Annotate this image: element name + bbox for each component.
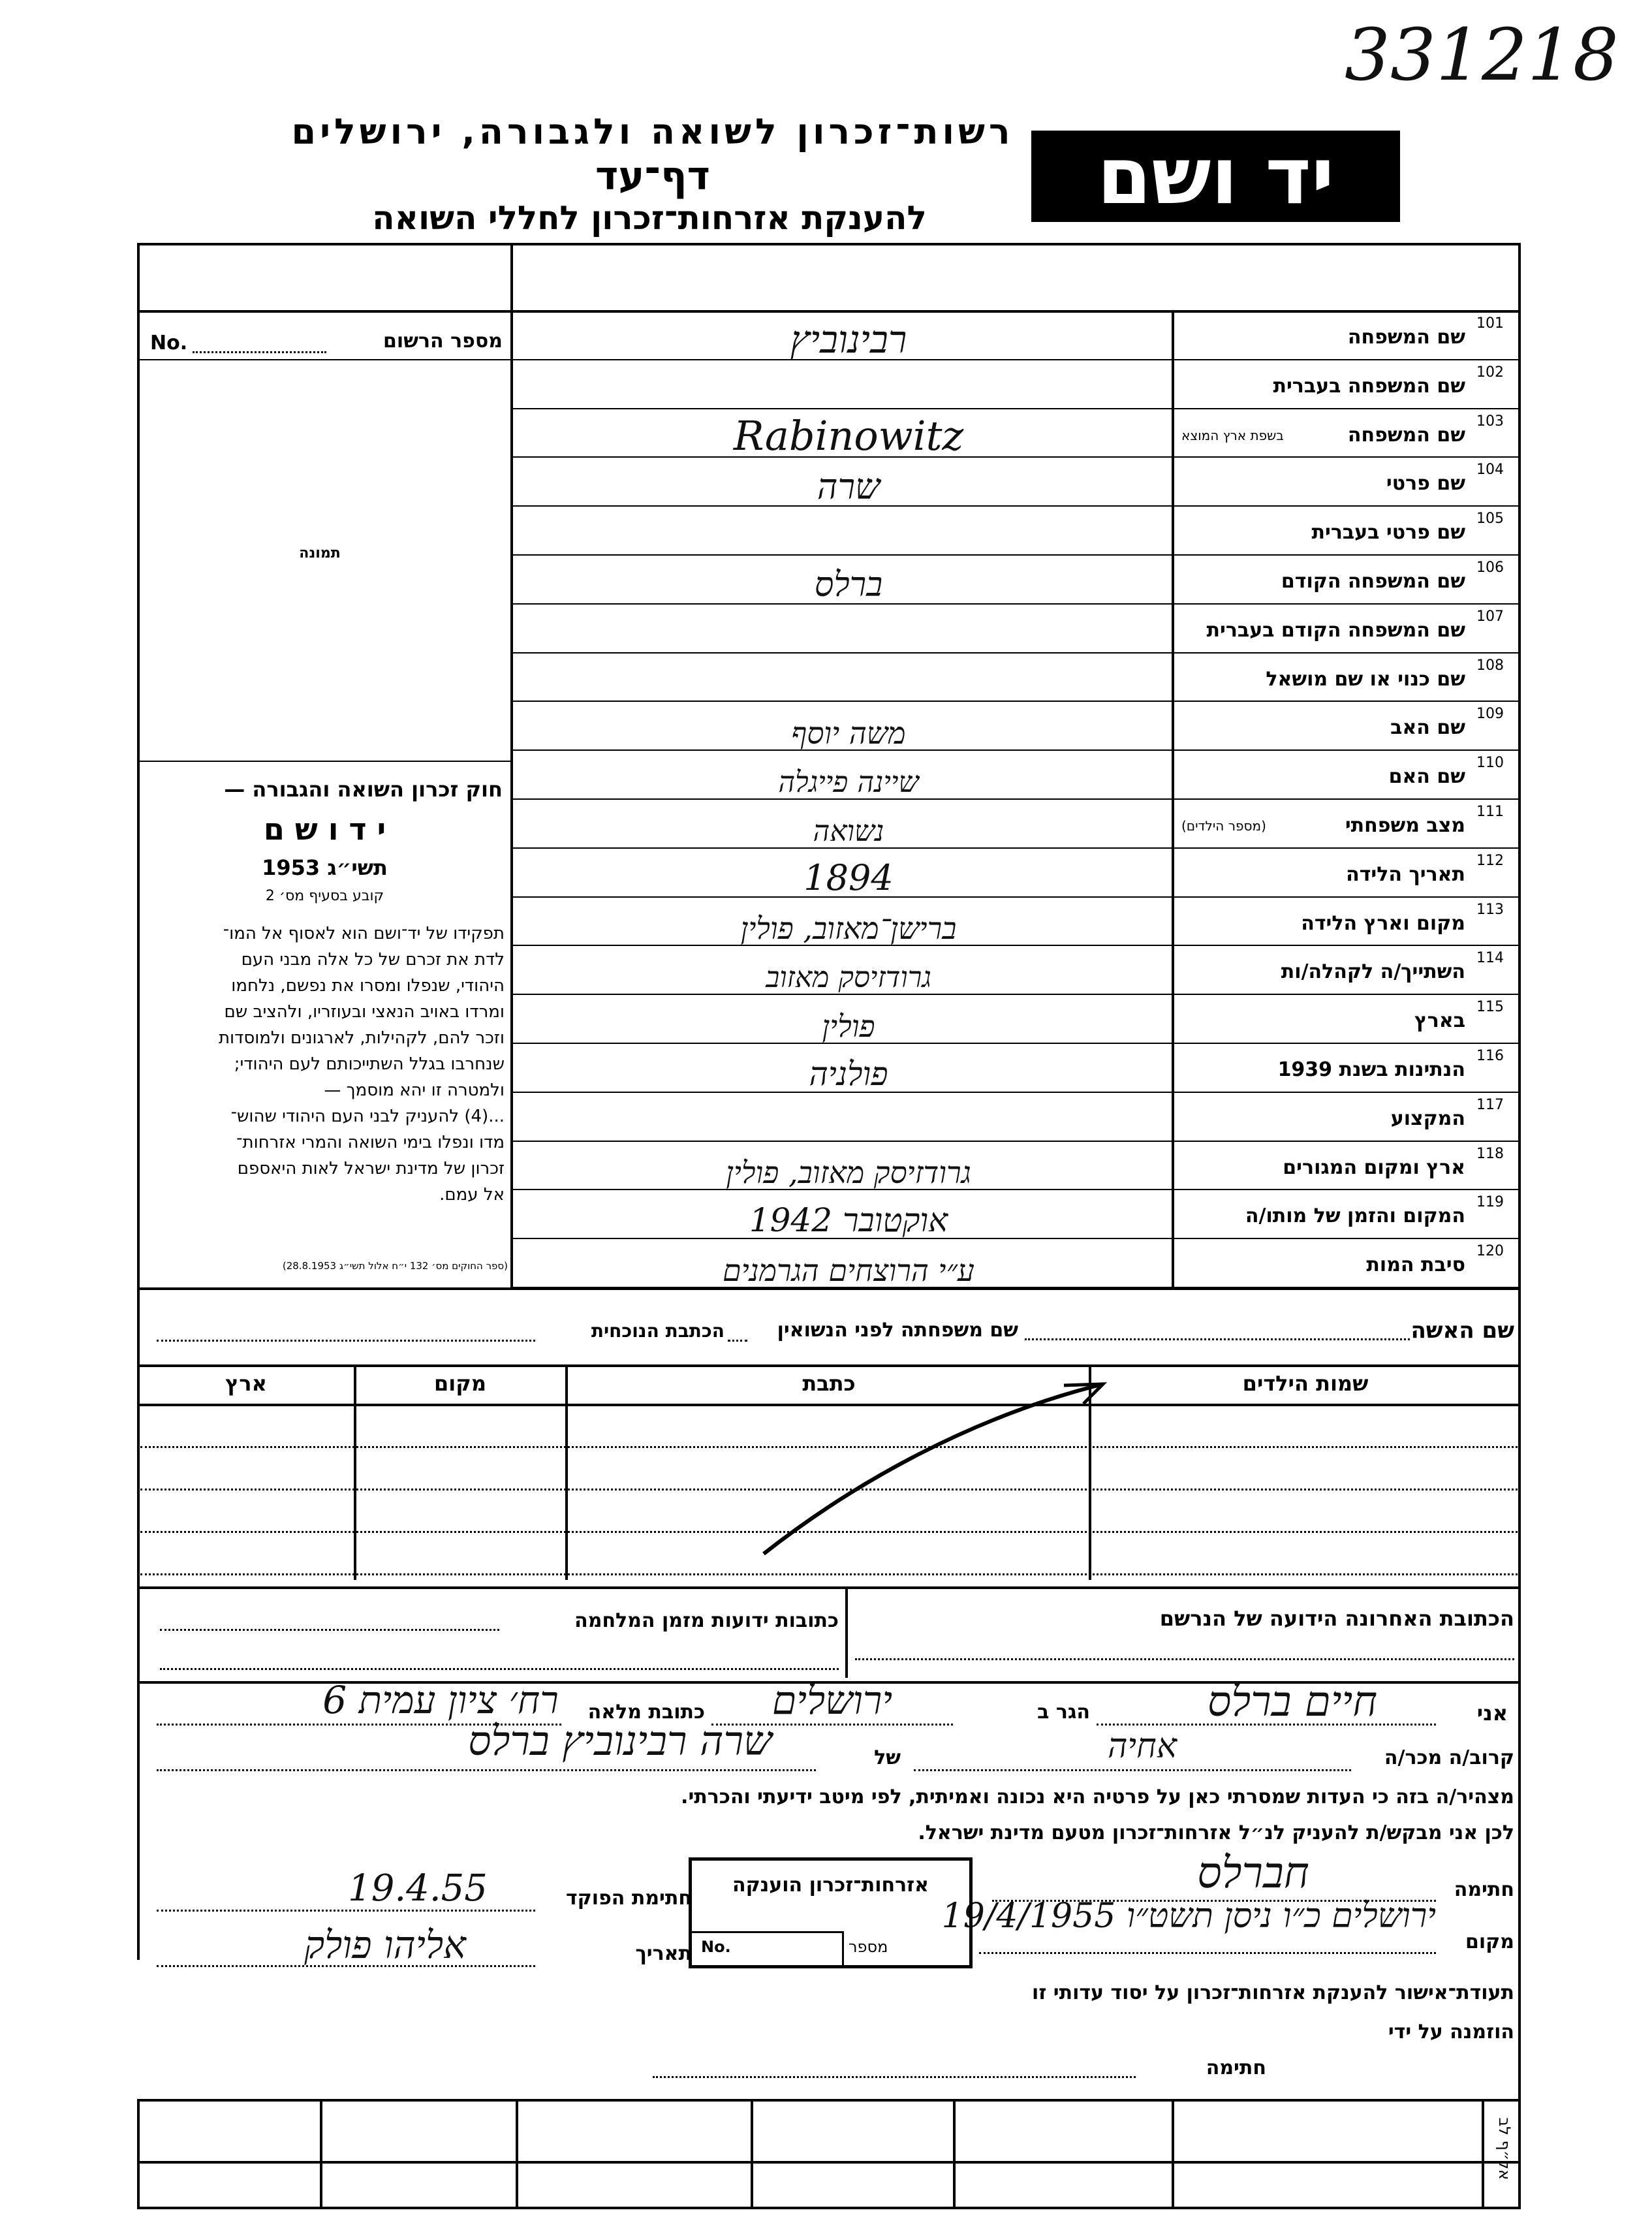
law-line: זכרון של מדינת ישראל לאות היאספם [237,1159,505,1178]
authority-title: רשות־זכרון לשואה ולגבורה, ירושלים [291,111,1014,152]
side-code: אל״ף לב [1495,2117,1514,2180]
field-number: 110 [1476,755,1504,771]
field-number: 103 [1476,413,1504,430]
field-number: 114 [1476,950,1504,966]
children-header-place: מקום [434,1371,486,1396]
field-value: גרודזיסק מאזוב [766,961,931,994]
field-number: 115 [1476,999,1504,1015]
law-line: תפקידו של יד־ושם הוא לאסוף אל המו־ [223,924,505,943]
field-label: שם המשפחה הקודם [1281,570,1465,593]
signature-label: חתימה [1454,1878,1514,1901]
law-line: לדת את זכרם של כל אלה מבני העם [241,950,505,969]
certificate-text: תעודת־אישור להענקת אזרחות־זכרון על יסוד עדותי זו [1032,1981,1514,2004]
field-label: המקצוע [1390,1107,1465,1130]
current-address-label: הכתבת הנוכחית [591,1320,725,1342]
archive-number: 331218 [1345,13,1619,97]
wife-label: שם האשה [1410,1317,1514,1344]
law-line: וזכר להם, לקהילות, לארגונים ולמוסדות [218,1028,505,1048]
field-row-divider [512,652,1520,654]
field-value: ברישן־מאזוב, פולין [740,911,957,946]
field-label: שם כנוי או שם מושאל [1266,668,1465,691]
field-number: 104 [1476,462,1504,478]
field-value: Rabinowitz [733,412,964,460]
field-label: השתייך/ה לקהלה/ות [1281,960,1465,983]
field-label: שם המשפחה בעברית [1273,375,1465,398]
law-line: ולמטרה זו יהא מוסמך — [324,1080,505,1100]
field-number: 102 [1476,364,1504,381]
children-header-address: כתבת [802,1371,856,1396]
field-label: תאריך הלידה [1346,863,1465,886]
strike-through-line [757,1371,1110,1567]
field-label: שם האב [1390,716,1465,739]
field-number: 109 [1476,706,1504,722]
full-address-value: רח׳ ציון עמית 6 [322,1678,559,1722]
residing-label: הגר ב [1037,1701,1090,1724]
field-value: פולניה [809,1055,888,1093]
field-value: פולין [822,1009,875,1044]
field-label: שם האם [1388,765,1465,788]
field-row-divider [512,1141,1520,1142]
statement-1: מצהיר/ה בזה כי העדות שמסרתי כאן על פרטיה היא נכונה ואמיתית, לפי מיטב ידיעתי והכרתי. [681,1786,1514,1808]
field-label: שם המשפחה [1347,326,1465,349]
field-number: 101 [1476,315,1504,332]
field-value: שרה [817,466,881,507]
law-title: חוק זכרון השואה והגבורה — [224,777,503,802]
of-value: שרה רבינוביץ ברלס [468,1717,772,1765]
field-value: רבינוביץ [790,317,907,362]
residing-value: ירושלים [771,1678,893,1724]
place-value: ירושלים כ״ו ניסן תשט״ו 19/4/1955 [941,1897,1436,1936]
stamp-number-label: מספר [849,1938,888,1956]
law-footnote: (ספר החוקים מס׳ 132 י״ח אלול תשי״ג 28.8.1953) [282,1260,508,1272]
officer-signature-label: חתימת הפוקד [566,1887,692,1910]
field-label: שם פרטי [1386,472,1465,495]
full-address-label: כתובת מלאה [587,1701,705,1724]
field-row-divider [512,554,1520,556]
declarant-name: חיים ברלס [1207,1678,1378,1726]
issued-by-label: הוזמנה על ידי [1388,2021,1514,2043]
law-line: מדו ונפלו בימי השואה והמרי אזרחות־ [236,1133,505,1152]
field-value: נשואה [813,815,884,848]
form-subtitle: להענקת אזרחות־זכרון לחללי השואה [372,199,927,237]
registry-no-label: No. [150,332,188,355]
field-row-divider [512,408,1520,409]
field-number: 112 [1476,853,1504,869]
field-number: 108 [1476,657,1504,674]
citizenship-stamp [689,1857,973,1968]
law-year: תשי״ג 1953 [262,855,388,880]
of-label: של [874,1746,901,1769]
registry-number-label: מספר הרשום [383,330,503,353]
law-line: אל עמם. [439,1185,505,1205]
wartime-address-label: כתובות ידועות מזמן המלחמה [574,1609,839,1632]
relative-label: קרוב/ה מכר/ה [1384,1746,1514,1769]
field-note: בשפת ארץ המוצא [1181,428,1284,443]
relative-value: אחיה [1107,1727,1177,1766]
field-number: 111 [1476,804,1504,820]
field-number: 113 [1476,902,1504,918]
field-label: בארץ [1414,1009,1465,1032]
field-label: שם המשפחה [1347,424,1465,447]
field-number: 116 [1476,1048,1504,1064]
law-line: ...(4) להעניק לבני העם היהודי שהוש־ [230,1107,505,1126]
photo-label: תמונה [299,545,341,561]
law-clause: קובע בסעיף מס׳ 2 [265,888,384,904]
field-label: מקום וארץ הלידה [1301,912,1465,935]
field-note: (מספר הילדים) [1181,818,1266,834]
field-number: 117 [1476,1097,1504,1113]
field-number: 105 [1476,511,1504,527]
field-value: שיינה פייגלה [778,766,919,799]
field-number: 120 [1476,1243,1504,1259]
declarant-label: אני [1476,1701,1508,1726]
place-label: מקום [1465,1931,1514,1953]
field-label: שם פרטי בעברית [1311,521,1465,544]
children-header-country: ארץ [225,1371,267,1396]
field-value: גרודזיסק מאזוב, פולין [726,1155,971,1190]
field-label: המקום והזמן של מותו/ה [1245,1205,1465,1227]
field-value: ע״י הרוצחים הגרמנים [723,1253,974,1288]
field-value: ברלס [814,565,883,605]
law-line: היהודי, שנפלו ומסרו את נפשם, נלחמו [231,976,505,996]
field-label: מצב משפחתי [1345,814,1465,837]
field-value: 1894 [803,857,894,898]
signature-value: חברלס [1197,1848,1309,1898]
children-header-names: שמות הילדים [1242,1371,1369,1396]
officer-signature-value: 19.4.55 [348,1867,488,1910]
date-value: אליהו פולק [304,1923,466,1967]
field-label: ארץ ומקום המגורים [1283,1156,1465,1179]
law-text [147,921,505,1208]
maiden-name-label: שם משפחתה לפני הנשואין [777,1319,1018,1342]
field-number: 118 [1476,1146,1504,1162]
form-title: דף־עד [595,153,710,199]
statement-2: לכן אני מבקש/ת להעניק לנ״ל אזרחות־זכרון מטעם מדינת ישראל. [918,1821,1514,1844]
issued-signature-label: חתימה [1206,2057,1266,2079]
field-number: 106 [1476,560,1504,576]
date-label: תאריך [635,1942,692,1965]
field-label: שם המשפחה הקודם בעברית [1206,619,1465,642]
law-line: ומרדו באויב הנאצי ובעוזריו, ולהציב שם [224,1002,505,1022]
stamp-title: אזרחות־זכרון הוענקה [732,1874,929,1897]
field-number: 107 [1476,608,1504,625]
law-line: שנחרבו בגלל השתייכותם לעם היהודי; [234,1054,505,1074]
field-value: משה יוסף [791,716,906,751]
yad-vashem-logo: יד ושם [1031,131,1400,222]
field-row-divider [512,701,1520,702]
field-number: 119 [1476,1194,1504,1210]
last-known-address-label: הכתובת האחרונה הידועה של הנרשם [1159,1606,1514,1631]
law-name: י ד ו ש ם [263,812,386,847]
field-label: הנתינות בשנת 1939 [1277,1058,1465,1081]
field-value: אוקטובר 1942 [749,1201,948,1239]
stamp-no-label: No. [701,1938,731,1956]
field-label: סיבת המות [1366,1253,1465,1276]
